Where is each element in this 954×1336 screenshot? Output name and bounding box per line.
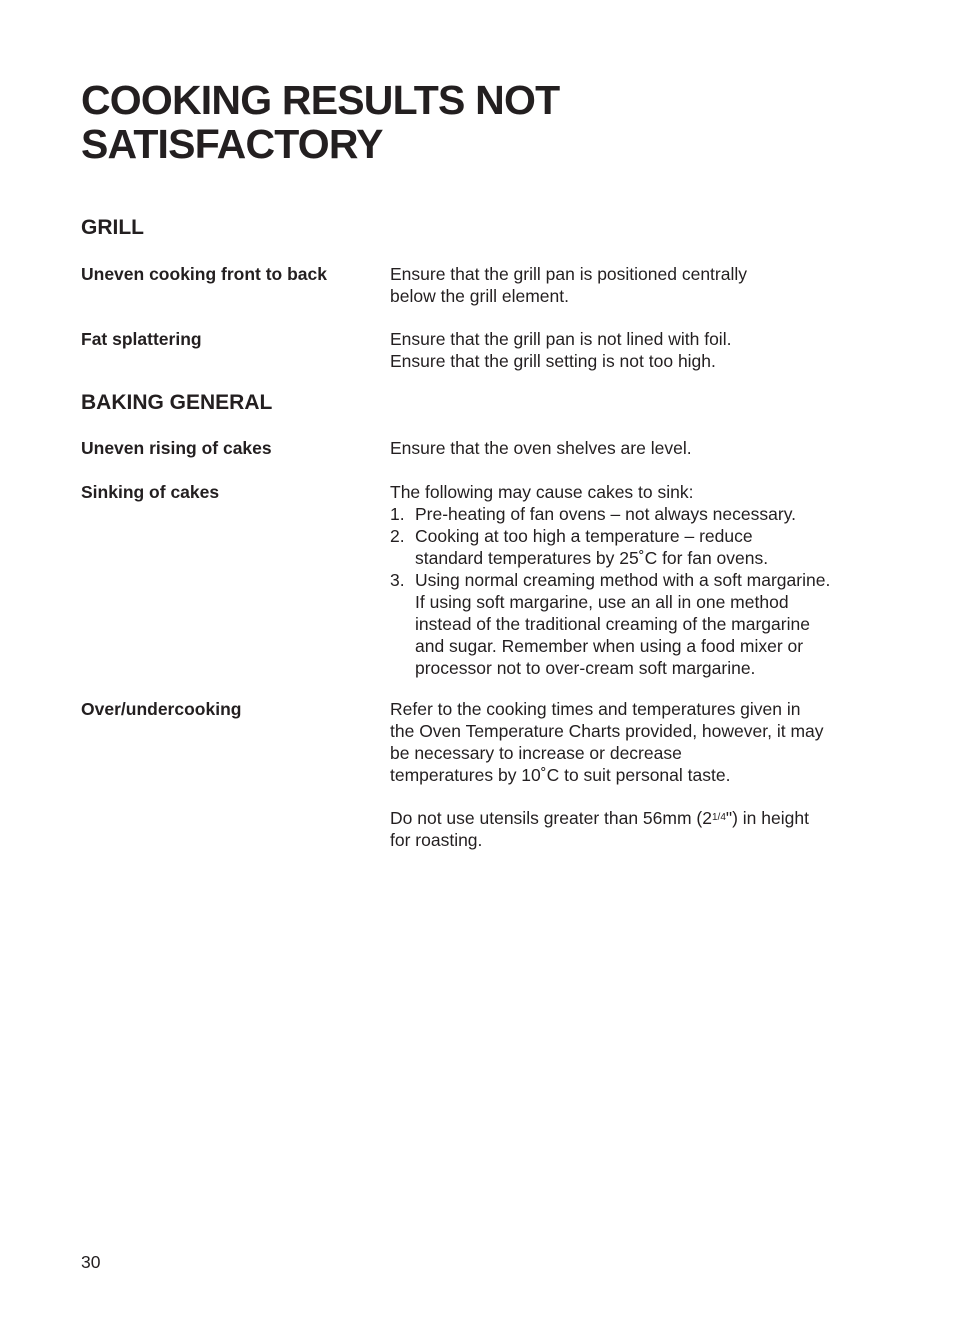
problem-label: Sinking of cakes <box>81 482 220 502</box>
list-number: 1. <box>390 504 405 524</box>
list-item <box>390 503 870 525</box>
list-item-line: processor not to over-cream soft margarine. <box>415 658 756 678</box>
solution-line: the Oven Temperature Charts provided, however, it may <box>390 721 824 741</box>
problem-label: Uneven rising of cakes <box>81 438 272 458</box>
list-item <box>390 569 870 679</box>
list-number: 3. <box>390 570 405 590</box>
utensil-text-after: ") in height <box>725 808 809 828</box>
utensil-note-line <box>390 807 870 829</box>
solution-line: Ensure that the oven shelves are level. <box>390 438 692 458</box>
page-title <box>81 78 781 166</box>
list-item-line: and sugar. Remember when using a food mixer or <box>415 636 804 656</box>
solution-line: Ensure that the grill pan is positioned centrally <box>390 264 748 284</box>
solution-text <box>390 263 870 307</box>
solution-line: Ensure that the grill pan is not lined with foil. <box>390 329 732 349</box>
page-title-line: SATISFACTORY <box>81 121 383 167</box>
list-item-line: Pre-heating of fan ovens – not always necessary. <box>415 504 797 524</box>
solution-line: below the grill element. <box>390 286 569 306</box>
solution-line: Refer to the cooking times and temperatures given in <box>390 699 801 719</box>
list-item-line: standard temperatures by 25˚C for fan ovens. <box>415 548 769 568</box>
list-item-line: If using soft margarine, use an all in one method <box>415 592 789 612</box>
solution-line: temperatures by 10˚C to suit personal taste. <box>390 765 731 785</box>
utensil-note <box>390 807 870 851</box>
utensil-text-before: Do not use utensils greater than 56mm (2 <box>390 808 712 828</box>
problem-label: Over/undercooking <box>81 699 242 719</box>
solution-text <box>390 328 870 372</box>
section-heading-baking: BAKING GENERAL <box>81 391 273 414</box>
list-item-line: Cooking at too high a temperature – reduce <box>415 526 753 546</box>
section-heading-grill: GRILL <box>81 216 144 239</box>
solution-intro: The following may cause cakes to sink: <box>390 482 694 502</box>
list-item <box>390 525 870 569</box>
problem-label: Uneven cooking front to back <box>81 264 327 284</box>
solution-text <box>390 698 870 786</box>
page-number: 30 <box>81 1252 101 1272</box>
list-number: 2. <box>390 526 405 546</box>
list-item-line: instead of the traditional creaming of the margarine <box>415 614 810 634</box>
utensil-fraction: 1/4 <box>711 812 726 823</box>
problem-label: Fat splattering <box>81 329 202 349</box>
list-item-line: Using normal creaming method with a soft margarine. <box>415 570 831 590</box>
page-title-line: COOKING RESULTS NOT <box>81 77 560 123</box>
utensil-note-line: for roasting. <box>390 830 483 850</box>
solution-line: Ensure that the grill setting is not too high. <box>390 351 716 371</box>
solution-line: be necessary to increase or decrease <box>390 743 682 763</box>
solution-text <box>390 481 870 679</box>
solution-text <box>390 437 870 459</box>
